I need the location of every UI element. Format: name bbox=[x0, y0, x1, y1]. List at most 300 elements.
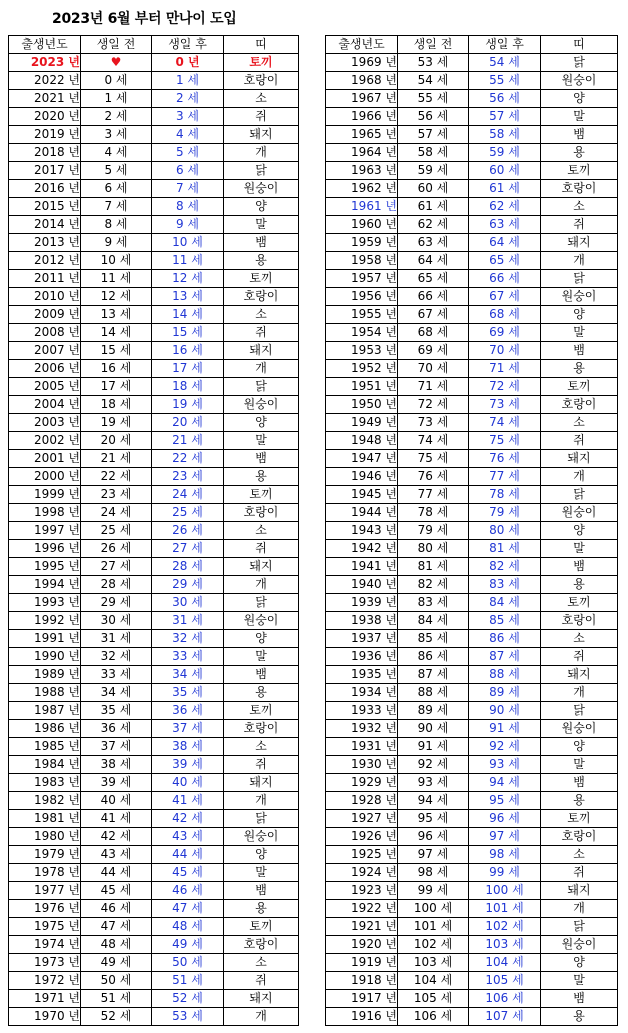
birth-year-cell: 1950 년 bbox=[326, 396, 398, 414]
birth-year-cell: 1945 년 bbox=[326, 486, 398, 504]
before-birthday-cell: 87 세 bbox=[398, 666, 469, 684]
zodiac-cell: 닭 bbox=[541, 486, 618, 504]
table-row bbox=[326, 252, 618, 270]
after-birthday-cell: 104 세 bbox=[469, 954, 541, 972]
zodiac-cell: 돼지 bbox=[541, 666, 618, 684]
birth-year-cell: 1920 년 bbox=[326, 936, 398, 954]
birth-year-cell: 1936 년 bbox=[326, 648, 398, 666]
header-zodiac: 띠 bbox=[541, 36, 618, 54]
after-birthday-cell: 17 세 bbox=[152, 360, 224, 378]
before-birthday-cell: 48 세 bbox=[81, 936, 152, 954]
table-row bbox=[326, 522, 618, 540]
table-row bbox=[9, 900, 299, 918]
before-birthday-cell: 96 세 bbox=[398, 828, 469, 846]
zodiac-cell: 뱀 bbox=[224, 666, 299, 684]
after-birthday-cell: 14 세 bbox=[152, 306, 224, 324]
after-birthday-cell: 80 세 bbox=[469, 522, 541, 540]
table-row bbox=[9, 378, 299, 396]
before-birthday-cell: 43 세 bbox=[81, 846, 152, 864]
birth-year-cell: 1928 년 bbox=[326, 792, 398, 810]
table-row bbox=[326, 378, 618, 396]
after-birthday-cell: 64 세 bbox=[469, 234, 541, 252]
birth-year-cell: 1954 년 bbox=[326, 324, 398, 342]
table-row bbox=[326, 900, 618, 918]
birth-year-cell: 1940 년 bbox=[326, 576, 398, 594]
zodiac-cell: 양 bbox=[224, 630, 299, 648]
before-birthday-cell: 4 세 bbox=[81, 144, 152, 162]
zodiac-cell: 돼지 bbox=[224, 342, 299, 360]
birth-year-cell: 2009 년 bbox=[9, 306, 81, 324]
zodiac-cell: 말 bbox=[541, 972, 618, 990]
table-row bbox=[326, 954, 618, 972]
after-birthday-cell: 69 세 bbox=[469, 324, 541, 342]
before-birthday-cell: 49 세 bbox=[81, 954, 152, 972]
table-row bbox=[9, 630, 299, 648]
birth-year-cell: 1927 년 bbox=[326, 810, 398, 828]
zodiac-cell: 개 bbox=[541, 468, 618, 486]
after-birthday-cell: 51 세 bbox=[152, 972, 224, 990]
after-birthday-cell: 66 세 bbox=[469, 270, 541, 288]
zodiac-cell: 양 bbox=[224, 414, 299, 432]
birth-year-cell: 1922 년 bbox=[326, 900, 398, 918]
zodiac-cell: 토끼 bbox=[541, 594, 618, 612]
birth-year-cell: 1919 년 bbox=[326, 954, 398, 972]
before-birthday-cell: 58 세 bbox=[398, 144, 469, 162]
after-birthday-cell: 38 세 bbox=[152, 738, 224, 756]
zodiac-cell: 원숭이 bbox=[224, 828, 299, 846]
after-birthday-cell: 8 세 bbox=[152, 198, 224, 216]
zodiac-cell: 용 bbox=[541, 576, 618, 594]
zodiac-cell: 말 bbox=[541, 108, 618, 126]
birth-year-cell: 1979 년 bbox=[9, 846, 81, 864]
after-birthday-cell: 44 세 bbox=[152, 846, 224, 864]
after-birthday-cell: 87 세 bbox=[469, 648, 541, 666]
birth-year-cell: 1942 년 bbox=[326, 540, 398, 558]
before-birthday-cell: 68 세 bbox=[398, 324, 469, 342]
header-zodiac: 띠 bbox=[224, 36, 299, 54]
table-row bbox=[326, 450, 618, 468]
zodiac-cell: 양 bbox=[224, 198, 299, 216]
after-birthday-cell: 1 세 bbox=[152, 72, 224, 90]
zodiac-cell: 소 bbox=[541, 414, 618, 432]
birth-year-cell: 2018 년 bbox=[9, 144, 81, 162]
after-birthday-cell: 92 세 bbox=[469, 738, 541, 756]
after-birthday-cell: 26 세 bbox=[152, 522, 224, 540]
birth-year-cell: 2017 년 bbox=[9, 162, 81, 180]
zodiac-cell: 쥐 bbox=[224, 972, 299, 990]
birth-year-cell: 1917 년 bbox=[326, 990, 398, 1008]
birth-year-cell: 1934 년 bbox=[326, 684, 398, 702]
zodiac-cell: 돼지 bbox=[541, 234, 618, 252]
table-row bbox=[326, 918, 618, 936]
before-birthday-cell: 40 세 bbox=[81, 792, 152, 810]
before-birthday-cell: 16 세 bbox=[81, 360, 152, 378]
zodiac-cell: 닭 bbox=[541, 918, 618, 936]
before-birthday-cell: 88 세 bbox=[398, 684, 469, 702]
before-birthday-cell: 56 세 bbox=[398, 108, 469, 126]
table-row bbox=[326, 306, 618, 324]
table-row bbox=[9, 954, 299, 972]
before-birthday-cell: 104 세 bbox=[398, 972, 469, 990]
zodiac-cell: 닭 bbox=[224, 810, 299, 828]
before-birthday-cell: 72 세 bbox=[398, 396, 469, 414]
table-row bbox=[326, 630, 618, 648]
after-birthday-cell: 12 세 bbox=[152, 270, 224, 288]
table-row bbox=[326, 234, 618, 252]
zodiac-cell: 개 bbox=[224, 792, 299, 810]
birth-year-cell: 1930 년 bbox=[326, 756, 398, 774]
table-row bbox=[9, 936, 299, 954]
table-row bbox=[9, 342, 299, 360]
table-row bbox=[326, 666, 618, 684]
before-birthday-cell: 20 세 bbox=[81, 432, 152, 450]
after-birthday-cell: 34 세 bbox=[152, 666, 224, 684]
after-birthday-cell: 42 세 bbox=[152, 810, 224, 828]
table-row bbox=[9, 882, 299, 900]
before-birthday-cell: 34 세 bbox=[81, 684, 152, 702]
birth-year-cell: 1932 년 bbox=[326, 720, 398, 738]
zodiac-cell: 호랑이 bbox=[541, 180, 618, 198]
after-birthday-cell: 60 세 bbox=[469, 162, 541, 180]
before-birthday-cell: 66 세 bbox=[398, 288, 469, 306]
before-birthday-cell: 29 세 bbox=[81, 594, 152, 612]
after-birthday-cell: 27 세 bbox=[152, 540, 224, 558]
after-birthday-cell: 54 세 bbox=[469, 54, 541, 72]
table-row bbox=[326, 972, 618, 990]
zodiac-cell: 호랑이 bbox=[224, 936, 299, 954]
table-row bbox=[9, 990, 299, 1008]
after-birthday-cell: 85 세 bbox=[469, 612, 541, 630]
after-birthday-cell: 102 세 bbox=[469, 918, 541, 936]
table-row bbox=[9, 792, 299, 810]
before-birthday-cell: 85 세 bbox=[398, 630, 469, 648]
table-row bbox=[326, 576, 618, 594]
table-row bbox=[326, 612, 618, 630]
zodiac-cell: 토끼 bbox=[224, 486, 299, 504]
table-row bbox=[9, 414, 299, 432]
table-row bbox=[326, 90, 618, 108]
after-birthday-cell: 101 세 bbox=[469, 900, 541, 918]
birth-year-cell: 2016 년 bbox=[9, 180, 81, 198]
zodiac-cell: 쥐 bbox=[224, 756, 299, 774]
zodiac-cell: 용 bbox=[224, 684, 299, 702]
table-row bbox=[9, 234, 299, 252]
after-birthday-cell: 98 세 bbox=[469, 846, 541, 864]
birth-year-cell: 2005 년 bbox=[9, 378, 81, 396]
zodiac-cell: 원숭이 bbox=[224, 396, 299, 414]
zodiac-cell: 개 bbox=[224, 360, 299, 378]
after-birthday-cell: 100 세 bbox=[469, 882, 541, 900]
zodiac-cell: 돼지 bbox=[541, 882, 618, 900]
table-row bbox=[326, 108, 618, 126]
before-birthday-cell: 5 세 bbox=[81, 162, 152, 180]
after-birthday-cell: 32 세 bbox=[152, 630, 224, 648]
zodiac-cell: 뱀 bbox=[224, 450, 299, 468]
zodiac-cell: 양 bbox=[541, 522, 618, 540]
birth-year-cell: 1918 년 bbox=[326, 972, 398, 990]
birth-year-cell: 1929 년 bbox=[326, 774, 398, 792]
before-birthday-cell: 28 세 bbox=[81, 576, 152, 594]
table-row bbox=[9, 918, 299, 936]
after-birthday-cell: 39 세 bbox=[152, 756, 224, 774]
zodiac-cell: 닭 bbox=[224, 378, 299, 396]
before-birthday-cell: 82 세 bbox=[398, 576, 469, 594]
zodiac-cell: 소 bbox=[541, 198, 618, 216]
after-birthday-cell: 78 세 bbox=[469, 486, 541, 504]
table-row bbox=[326, 486, 618, 504]
before-birthday-cell: 46 세 bbox=[81, 900, 152, 918]
zodiac-cell: 개 bbox=[224, 576, 299, 594]
table-row bbox=[9, 270, 299, 288]
birth-year-cell: 1973 년 bbox=[9, 954, 81, 972]
before-birthday-cell: 105 세 bbox=[398, 990, 469, 1008]
table-row bbox=[9, 558, 299, 576]
before-birthday-cell: 54 세 bbox=[398, 72, 469, 90]
table-row bbox=[326, 936, 618, 954]
zodiac-cell: 용 bbox=[541, 792, 618, 810]
birth-year-cell: 1998 년 bbox=[9, 504, 81, 522]
zodiac-cell: 쥐 bbox=[541, 216, 618, 234]
zodiac-cell: 용 bbox=[541, 144, 618, 162]
before-birthday-cell: 89 세 bbox=[398, 702, 469, 720]
birth-year-cell: 1956 년 bbox=[326, 288, 398, 306]
table-row bbox=[9, 144, 299, 162]
after-birthday-cell: 23 세 bbox=[152, 468, 224, 486]
before-birthday-cell: 7 세 bbox=[81, 198, 152, 216]
before-birthday-cell: 55 세 bbox=[398, 90, 469, 108]
before-birthday-cell: 57 세 bbox=[398, 126, 469, 144]
birth-year-cell: 1959 년 bbox=[326, 234, 398, 252]
table-row bbox=[9, 666, 299, 684]
after-birthday-cell: 3 세 bbox=[152, 108, 224, 126]
birth-year-cell: 1955 년 bbox=[326, 306, 398, 324]
before-birthday-cell: 65 세 bbox=[398, 270, 469, 288]
birth-year-cell: 1924 년 bbox=[326, 864, 398, 882]
table-row bbox=[326, 828, 618, 846]
after-birthday-cell: 77 세 bbox=[469, 468, 541, 486]
highlight-row bbox=[9, 54, 299, 72]
after-birthday-cell: 25 세 bbox=[152, 504, 224, 522]
header-before-birthday: 생일 전 bbox=[81, 36, 152, 54]
before-birthday-cell: 78 세 bbox=[398, 504, 469, 522]
birth-year-cell: 2021 년 bbox=[9, 90, 81, 108]
before-birthday-cell: 80 세 bbox=[398, 540, 469, 558]
after-birthday-cell: 31 세 bbox=[152, 612, 224, 630]
before-birthday-cell: 79 세 bbox=[398, 522, 469, 540]
birth-year-cell: 1946 년 bbox=[326, 468, 398, 486]
table-row bbox=[9, 450, 299, 468]
birth-year-cell: 2001 년 bbox=[9, 450, 81, 468]
birth-year-cell: 1989 년 bbox=[9, 666, 81, 684]
before-birthday-cell: 71 세 bbox=[398, 378, 469, 396]
zodiac-cell: 용 bbox=[541, 1008, 618, 1026]
table-row bbox=[326, 504, 618, 522]
birth-year-cell: 1991 년 bbox=[9, 630, 81, 648]
before-birthday-cell: 23 세 bbox=[81, 486, 152, 504]
table-row bbox=[326, 126, 618, 144]
birth-year-cell: 2000 년 bbox=[9, 468, 81, 486]
after-birthday-cell: 40 세 bbox=[152, 774, 224, 792]
before-birthday-cell: 74 세 bbox=[398, 432, 469, 450]
birth-year-cell: 1993 년 bbox=[9, 594, 81, 612]
table-row bbox=[9, 684, 299, 702]
table-row bbox=[326, 54, 618, 72]
before-birthday-cell: 45 세 bbox=[81, 882, 152, 900]
table-row bbox=[9, 522, 299, 540]
zodiac-cell: 호랑이 bbox=[224, 504, 299, 522]
birth-year-cell: 1951 년 bbox=[326, 378, 398, 396]
zodiac-cell: 말 bbox=[224, 648, 299, 666]
before-birthday-cell: 21 세 bbox=[81, 450, 152, 468]
before-birthday-cell: 60 세 bbox=[398, 180, 469, 198]
birth-year-cell: 1975 년 bbox=[9, 918, 81, 936]
heart-icon: ♥ bbox=[110, 55, 122, 69]
table-row bbox=[9, 756, 299, 774]
table-row bbox=[326, 324, 618, 342]
after-birthday-cell: 70 세 bbox=[469, 342, 541, 360]
zodiac-cell: 소 bbox=[224, 306, 299, 324]
after-birthday-cell: 63 세 bbox=[469, 216, 541, 234]
before-birthday-cell: 8 세 bbox=[81, 216, 152, 234]
birth-year-cell: 1963 년 bbox=[326, 162, 398, 180]
table-row bbox=[326, 288, 618, 306]
zodiac-cell: 개 bbox=[541, 900, 618, 918]
before-birthday-cell: 6 세 bbox=[81, 180, 152, 198]
birth-year-cell: 2004 년 bbox=[9, 396, 81, 414]
zodiac-cell: 토끼 bbox=[541, 162, 618, 180]
before-birthday-cell: 100 세 bbox=[398, 900, 469, 918]
header-before-birthday: 생일 전 bbox=[398, 36, 469, 54]
after-birthday-cell: 65 세 bbox=[469, 252, 541, 270]
table-row bbox=[326, 720, 618, 738]
before-birthday-cell: 9 세 bbox=[81, 234, 152, 252]
before-birthday-cell: 10 세 bbox=[81, 252, 152, 270]
zodiac-cell: 소 bbox=[224, 738, 299, 756]
table-row bbox=[9, 864, 299, 882]
table-row bbox=[9, 306, 299, 324]
birth-year-cell: 1988 년 bbox=[9, 684, 81, 702]
zodiac-cell: 쥐 bbox=[541, 648, 618, 666]
zodiac-cell: 토끼 bbox=[224, 270, 299, 288]
after-birthday-cell: 6 세 bbox=[152, 162, 224, 180]
before-birthday-cell: 22 세 bbox=[81, 468, 152, 486]
zodiac-cell: 쥐 bbox=[224, 108, 299, 126]
birth-year-cell: 1972 년 bbox=[9, 972, 81, 990]
zodiac-cell: 닭 bbox=[541, 270, 618, 288]
before-birthday-cell: 67 세 bbox=[398, 306, 469, 324]
before-birthday-cell: 13 세 bbox=[81, 306, 152, 324]
birth-year-cell: 1943 년 bbox=[326, 522, 398, 540]
after-birthday-cell: 91 세 bbox=[469, 720, 541, 738]
zodiac-cell: 말 bbox=[224, 216, 299, 234]
after-birthday-cell: 83 세 bbox=[469, 576, 541, 594]
table-row bbox=[9, 486, 299, 504]
after-birthday-cell: 48 세 bbox=[152, 918, 224, 936]
zodiac-cell: 용 bbox=[224, 252, 299, 270]
before-birthday-cell: 69 세 bbox=[398, 342, 469, 360]
birth-year-cell: 1967 년 bbox=[326, 90, 398, 108]
zodiac-cell: 말 bbox=[224, 864, 299, 882]
table-row bbox=[326, 144, 618, 162]
before-birthday-cell: 102 세 bbox=[398, 936, 469, 954]
zodiac-cell: 소 bbox=[224, 90, 299, 108]
zodiac-cell: 원숭이 bbox=[541, 72, 618, 90]
table-header bbox=[9, 36, 299, 54]
before-birthday-cell: 61 세 bbox=[398, 198, 469, 216]
after-birthday-cell: 16 세 bbox=[152, 342, 224, 360]
table-row bbox=[9, 468, 299, 486]
zodiac-cell: 용 bbox=[541, 360, 618, 378]
table-row bbox=[9, 612, 299, 630]
table-row bbox=[326, 558, 618, 576]
before-birthday-cell: 15 세 bbox=[81, 342, 152, 360]
before-birthday-cell: 47 세 bbox=[81, 918, 152, 936]
highlight-year: 2023 년 bbox=[9, 54, 81, 72]
before-birthday-cell: 44 세 bbox=[81, 864, 152, 882]
after-birthday-cell: 95 세 bbox=[469, 792, 541, 810]
table-row bbox=[9, 432, 299, 450]
before-birthday-cell: 75 세 bbox=[398, 450, 469, 468]
table-row bbox=[326, 648, 618, 666]
table-row bbox=[9, 540, 299, 558]
zodiac-cell: 호랑이 bbox=[224, 72, 299, 90]
table-row bbox=[326, 774, 618, 792]
table-row bbox=[9, 846, 299, 864]
table-row bbox=[326, 540, 618, 558]
table-row bbox=[9, 702, 299, 720]
zodiac-cell: 원숭이 bbox=[224, 180, 299, 198]
after-birthday-cell: 99 세 bbox=[469, 864, 541, 882]
zodiac-cell: 양 bbox=[541, 954, 618, 972]
birth-year-cell: 2020 년 bbox=[9, 108, 81, 126]
after-birthday-cell: 35 세 bbox=[152, 684, 224, 702]
table-row bbox=[326, 360, 618, 378]
zodiac-cell: 호랑이 bbox=[541, 396, 618, 414]
table-row bbox=[9, 126, 299, 144]
zodiac-cell: 토끼 bbox=[224, 918, 299, 936]
after-birthday-cell: 53 세 bbox=[152, 1008, 224, 1026]
zodiac-cell: 닭 bbox=[224, 594, 299, 612]
birth-year-cell: 1987 년 bbox=[9, 702, 81, 720]
before-birthday-cell: 11 세 bbox=[81, 270, 152, 288]
age-table-left bbox=[8, 35, 299, 1026]
after-birthday-cell: 24 세 bbox=[152, 486, 224, 504]
before-birthday-cell: 3 세 bbox=[81, 126, 152, 144]
zodiac-cell: 돼지 bbox=[224, 990, 299, 1008]
highlight-after: 0 년 bbox=[152, 54, 224, 72]
before-birthday-cell: 81 세 bbox=[398, 558, 469, 576]
before-birthday-cell: 12 세 bbox=[81, 288, 152, 306]
before-birthday-cell: 26 세 bbox=[81, 540, 152, 558]
after-birthday-cell: 33 세 bbox=[152, 648, 224, 666]
after-birthday-cell: 94 세 bbox=[469, 774, 541, 792]
after-birthday-cell: 106 세 bbox=[469, 990, 541, 1008]
after-birthday-cell: 9 세 bbox=[152, 216, 224, 234]
before-birthday-cell: 103 세 bbox=[398, 954, 469, 972]
birth-year-cell: 1962 년 bbox=[326, 180, 398, 198]
zodiac-cell: 용 bbox=[224, 468, 299, 486]
zodiac-cell: 말 bbox=[541, 324, 618, 342]
zodiac-cell: 원숭이 bbox=[224, 612, 299, 630]
before-birthday-cell: 99 세 bbox=[398, 882, 469, 900]
before-birthday-cell: 73 세 bbox=[398, 414, 469, 432]
table-row bbox=[326, 270, 618, 288]
table-row bbox=[9, 90, 299, 108]
before-birthday-cell: 53 세 bbox=[398, 54, 469, 72]
before-birthday-cell: 101 세 bbox=[398, 918, 469, 936]
zodiac-cell: 토끼 bbox=[541, 378, 618, 396]
before-birthday-cell: 91 세 bbox=[398, 738, 469, 756]
